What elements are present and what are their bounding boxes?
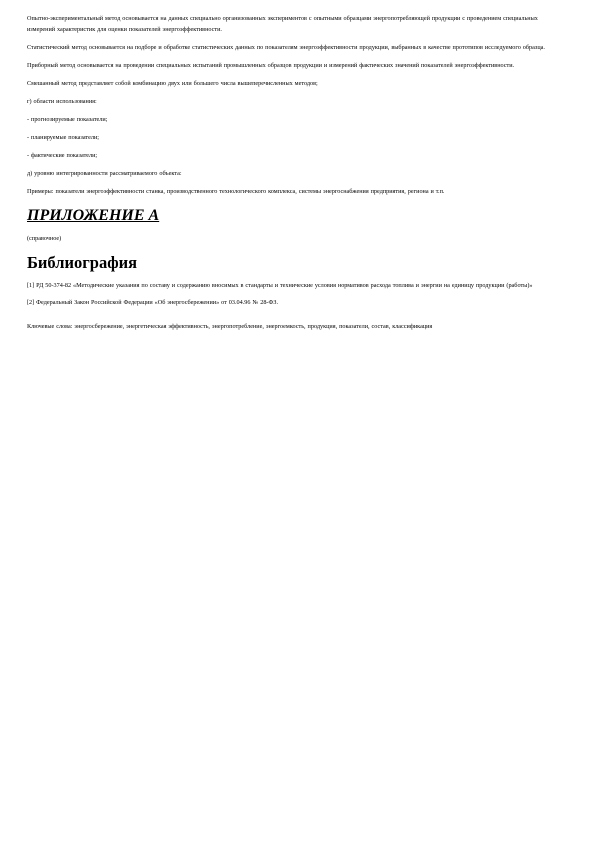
list-heading-usage-area: г) области использования: xyxy=(27,97,97,105)
bibliography-ref-1: [1] РД 50-374-82 «Методические указания по составу и содержанию вносимых в стандарты и технические условия нормативов расхода топлива и энергии на единицу продукции (работы)» xyxy=(27,281,533,289)
appendix-heading: ПРИЛОЖЕНИЕ А xyxy=(27,207,160,224)
list-heading-integration-level: д) уровню интегрированности рассматриваемого объекта: xyxy=(27,169,182,177)
bibliography-heading: Библиография xyxy=(27,252,138,272)
appendix-note: (справочное) xyxy=(27,235,62,242)
document-page xyxy=(27,14,565,338)
keywords-paragraph: Ключевые слова: энергосбережение, энергетическая эффективность, энергопотребление, энергоемкость, продукция, показатели, состав, классификация xyxy=(27,322,433,330)
list-item-planned-indicators: - планируемые показатели; xyxy=(27,133,99,141)
list-item-actual-indicators: - фактические показатели; xyxy=(27,151,98,159)
paragraph-instrumental-method: Приборный метод основывается на проведении специальных испытаний промышленных образцов продукции и измерений фактических значений показателей энергоэффективности. xyxy=(27,61,515,69)
paragraph-statistical-method: Статистический метод основывается на подборе и обработке статистических данных по показателям энергоэффективности продукции, выбранных в качестве прототипов исследуемого образца. xyxy=(27,43,545,51)
paragraph-examples: Примеры: показатели энергоэффективности станка, производственного технологического комплекса, системы энергоснабжения предприятия, региона и т.п. xyxy=(27,187,445,195)
list-item-forecast-indicators: - прогнозируемые показатели; xyxy=(27,115,108,123)
bibliography-ref-2: [2] Федеральный Закон Российской Федерации «Об энергосбережении» от 03.04.96 № 28-ФЗ. xyxy=(27,298,279,306)
paragraph-mixed-method: Смешанный метод представляет собой комбинацию двух или большего числа вышеперечисленных методов; xyxy=(27,79,318,87)
paragraph-experimental-method: Опытно-экспериментальный метод основывается на данных специально организованных экспериментов с опытными образцами энергопотребляющей продукции с проведением специальных измерений характеристик для оценки показателей энергоэффективности. xyxy=(27,15,538,33)
